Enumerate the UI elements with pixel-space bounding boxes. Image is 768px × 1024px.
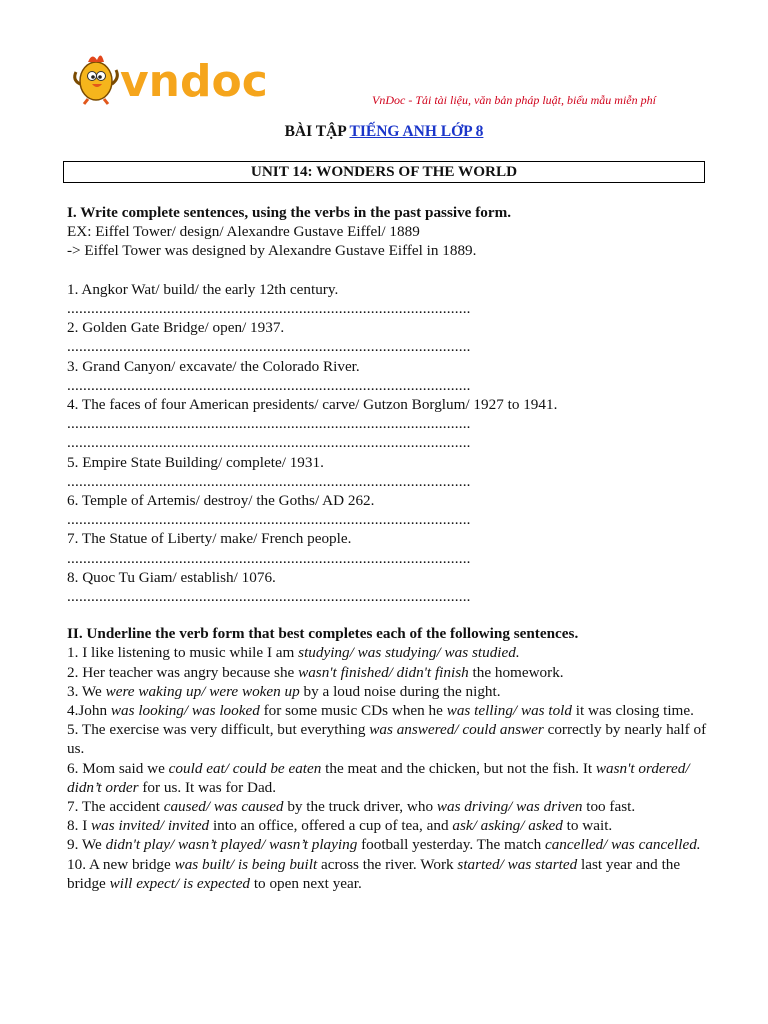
- exercise-2-heading: II. Underline the verb form that best completes each of the following sentences.: [67, 625, 579, 643]
- question-2: 2. Golden Gate Bridge/ open/ 1937.: [67, 319, 285, 337]
- question-7: 7. The Statue of Liberty/ make/ French people.: [67, 530, 352, 548]
- question-6: 6. Temple of Artemis/ destroy/ the Goths/ AD 262.: [67, 492, 375, 510]
- verb-options[interactable]: was invited/ invited: [91, 817, 210, 835]
- question-4: 4. The faces of four American presidents/ carve/ Gutzon Borglum/ 1927 to 1941.: [67, 396, 558, 414]
- chick-mascot-icon: [75, 55, 118, 104]
- sentence-8: 8. I was invited/ invited into an office, offered a cup of tea, and ask/ asking/ asked to wait.: [67, 817, 613, 835]
- unit-title: UNIT 14: WONDERS OF THE WORLD: [63, 161, 705, 183]
- verb-options[interactable]: wasn't finished/ didn't finish: [298, 663, 469, 681]
- verb-options[interactable]: was answered/ could answer: [369, 721, 544, 739]
- answer-line-4b[interactable]: .....................................................................................................: [67, 434, 471, 452]
- sentence-6: 6. Mom said we could eat/ could be eaten the meat and the chicken, but not the fish. It wasn't ordered/ didn’t order for us. It was for Dad.: [67, 759, 690, 796]
- answer-line-8[interactable]: .....................................................................................................: [67, 588, 471, 606]
- title-prefix: BÀI TẬP: [284, 123, 350, 140]
- verb-options[interactable]: started/ was started: [457, 855, 578, 873]
- answer-line-1[interactable]: .....................................................................................................: [67, 300, 471, 317]
- verb-options[interactable]: studying/ was studying/ was studied.: [298, 644, 520, 662]
- answer-line-5[interactable]: .....................................................................................................: [67, 472, 471, 490]
- example-prompt: EX: Eiffel Tower/ design/ Alexandre Gustave Eiffel/ 1889: [67, 223, 420, 241]
- vndoc-logo: [70, 44, 282, 106]
- question-5: 5. Empire State Building/ complete/ 1931.: [67, 453, 324, 471]
- answer-line-7[interactable]: .....................................................................................................: [67, 549, 471, 567]
- verb-options[interactable]: was telling/ was told: [446, 702, 572, 720]
- verb-options[interactable]: were waking up/ were woken up: [105, 682, 300, 700]
- verb-options[interactable]: will expect/ is expected: [109, 874, 251, 892]
- question-8: 8. Quoc Tu Giam/ establish/ 1076.: [67, 568, 276, 586]
- exercise-1: [67, 203, 707, 606]
- answer-line-6[interactable]: .....................................................................................................: [67, 511, 471, 529]
- title-link[interactable]: TIẾNG ANH LỚP 8: [349, 123, 484, 140]
- exercise-2: [67, 624, 707, 893]
- answer-line-3[interactable]: .....................................................................................................: [67, 376, 471, 394]
- sentence-1: 1. I like listening to music while I am studying/ was studying/ was studied.: [67, 644, 520, 662]
- verb-options[interactable]: could eat/ could be eaten: [168, 759, 322, 777]
- sentence-7: 7. The accident caused/ was caused by the truck driver, who was driving/ was driven too fast.: [67, 798, 636, 816]
- verb-options[interactable]: was driving/ was driven: [436, 798, 583, 816]
- question-1: 1. Angkor Wat/ build/ the early 12th century.: [67, 280, 339, 298]
- exercise-1-heading: I. Write complete sentences, using the verbs in the past passive form.: [67, 204, 512, 221]
- verb-options[interactable]: wasn't ordered/ didn’t order: [67, 759, 690, 796]
- sentence-4: 4.John was looking/ was looked for some music CDs when he was telling/ was told it was closing time.: [67, 702, 694, 720]
- sentence-5: 5. The exercise was very difficult, but everything was answered/ could answer correctly by nearly half of us.: [67, 721, 707, 758]
- verb-options[interactable]: caused/ was caused: [163, 798, 284, 816]
- verb-options[interactable]: was built/ is being built: [174, 855, 318, 873]
- page-header: [0, 0, 768, 110]
- verb-options[interactable]: didn't play/ wasn’t played/ wasn’t playing: [105, 836, 358, 854]
- answer-line-2[interactable]: .....................................................................................................: [67, 338, 471, 356]
- answer-line-4a[interactable]: .....................................................................................................: [67, 415, 471, 433]
- example-answer: -> Eiffel Tower was designed by Alexandre Gustave Eiffel in 1889.: [67, 242, 477, 260]
- header-tagline: VnDoc - Tải tài liệu, văn bản pháp luật, biểu mẫu miễn phí: [372, 93, 656, 107]
- verb-options[interactable]: ask/ asking/ asked: [452, 817, 563, 835]
- worksheet-title: [0, 122, 768, 141]
- svg-text:vndoc: vndoc: [120, 56, 268, 106]
- sentence-9: 9. We didn't play/ wasn’t played/ wasn’t playing football yesterday. The match cancelled/ was cancelled.: [67, 836, 701, 854]
- sentence-2: 2. Her teacher was angry because she wasn't finished/ didn't finish the homework.: [67, 663, 564, 681]
- verb-options[interactable]: cancelled/ was cancelled.: [544, 836, 701, 854]
- question-3: 3. Grand Canyon/ excavate/ the Colorado River.: [67, 357, 360, 375]
- verb-options[interactable]: was looking/ was looked: [110, 702, 260, 720]
- sentence-10: 10. A new bridge was built/ is being built across the river. Work started/ was started last year and the bridge will expect/ is expected to open next year.: [67, 855, 681, 892]
- worksheet-body: [67, 203, 707, 893]
- sentence-3: 3. We were waking up/ were woken up by a loud noise during the night.: [67, 682, 501, 700]
